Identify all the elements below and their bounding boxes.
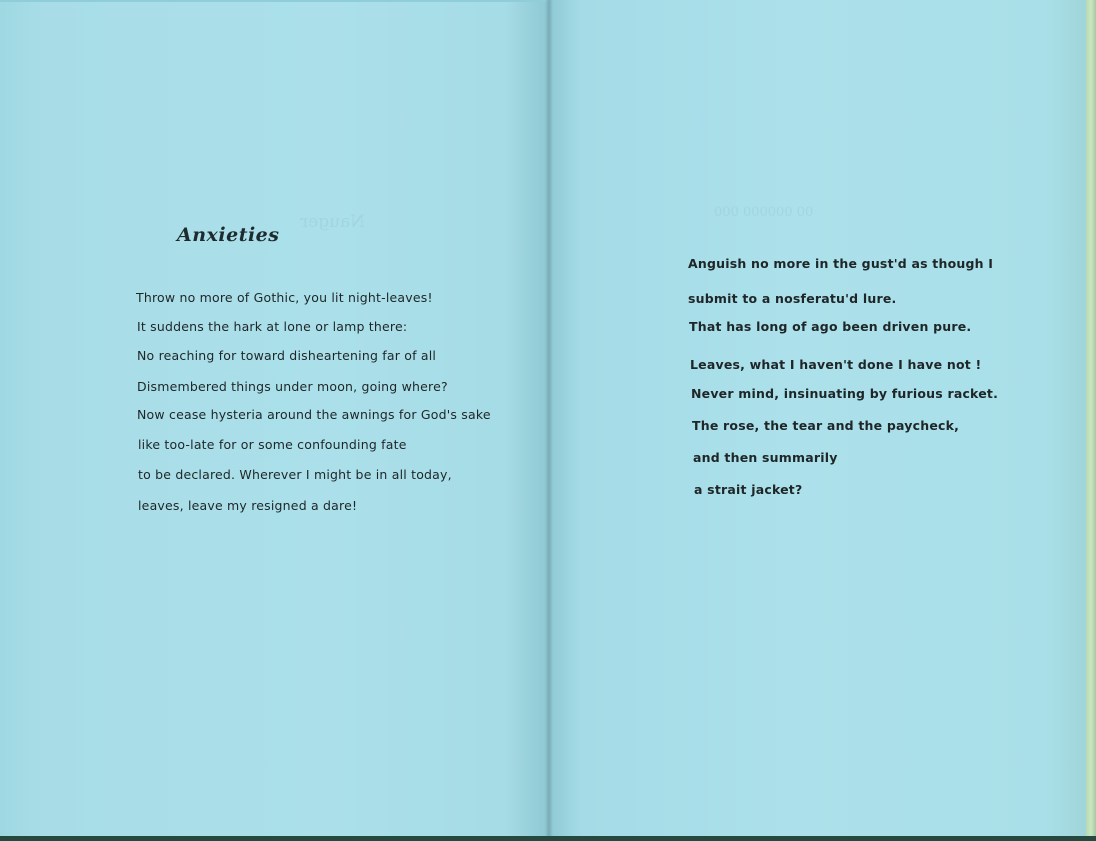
poem-line: No reaching for toward disheartening far of all	[137, 348, 437, 363]
cover-edge	[0, 836, 1096, 841]
poem-line: Never mind, insinuating by furious racket.	[691, 386, 999, 401]
poem-line: Dismembered things under moon, going where?	[137, 379, 448, 394]
poem-line: Leaves, what I haven't done I have not !	[690, 357, 982, 372]
show-through-left: Nauger	[300, 212, 366, 232]
right-page	[549, 0, 1088, 838]
poem-line: a strait jacket?	[694, 482, 803, 497]
poem-line: like too-late for or some confounding fate	[138, 437, 407, 452]
poem-line: to be declared. Wherever I might be in all today,	[138, 467, 452, 482]
poem-line: Now cease hysteria around the awnings for God's sake	[137, 407, 491, 422]
poem-line: submit to a nosferatu'd lure.	[688, 291, 897, 306]
show-through-right: 00 000000 000	[714, 205, 814, 220]
book-gutter	[545, 0, 553, 838]
poem-line: That has long of ago been driven pure.	[689, 319, 972, 334]
poem-line: It suddens the hark at lone or lamp there:	[137, 319, 408, 334]
poem-line: and then summarily	[693, 450, 838, 465]
poem-line: leaves, leave my resigned a dare!	[138, 498, 358, 513]
left-page	[0, 0, 549, 838]
poem-line: The rose, the tear and the paycheck,	[692, 418, 960, 433]
poem-line: Throw no more of Gothic, you lit night-leaves!	[136, 290, 433, 305]
page-edge	[1086, 0, 1096, 841]
poem-line: Anguish no more in the gust'd as though I	[688, 256, 994, 271]
poem-title: Anxieties	[177, 224, 280, 246]
